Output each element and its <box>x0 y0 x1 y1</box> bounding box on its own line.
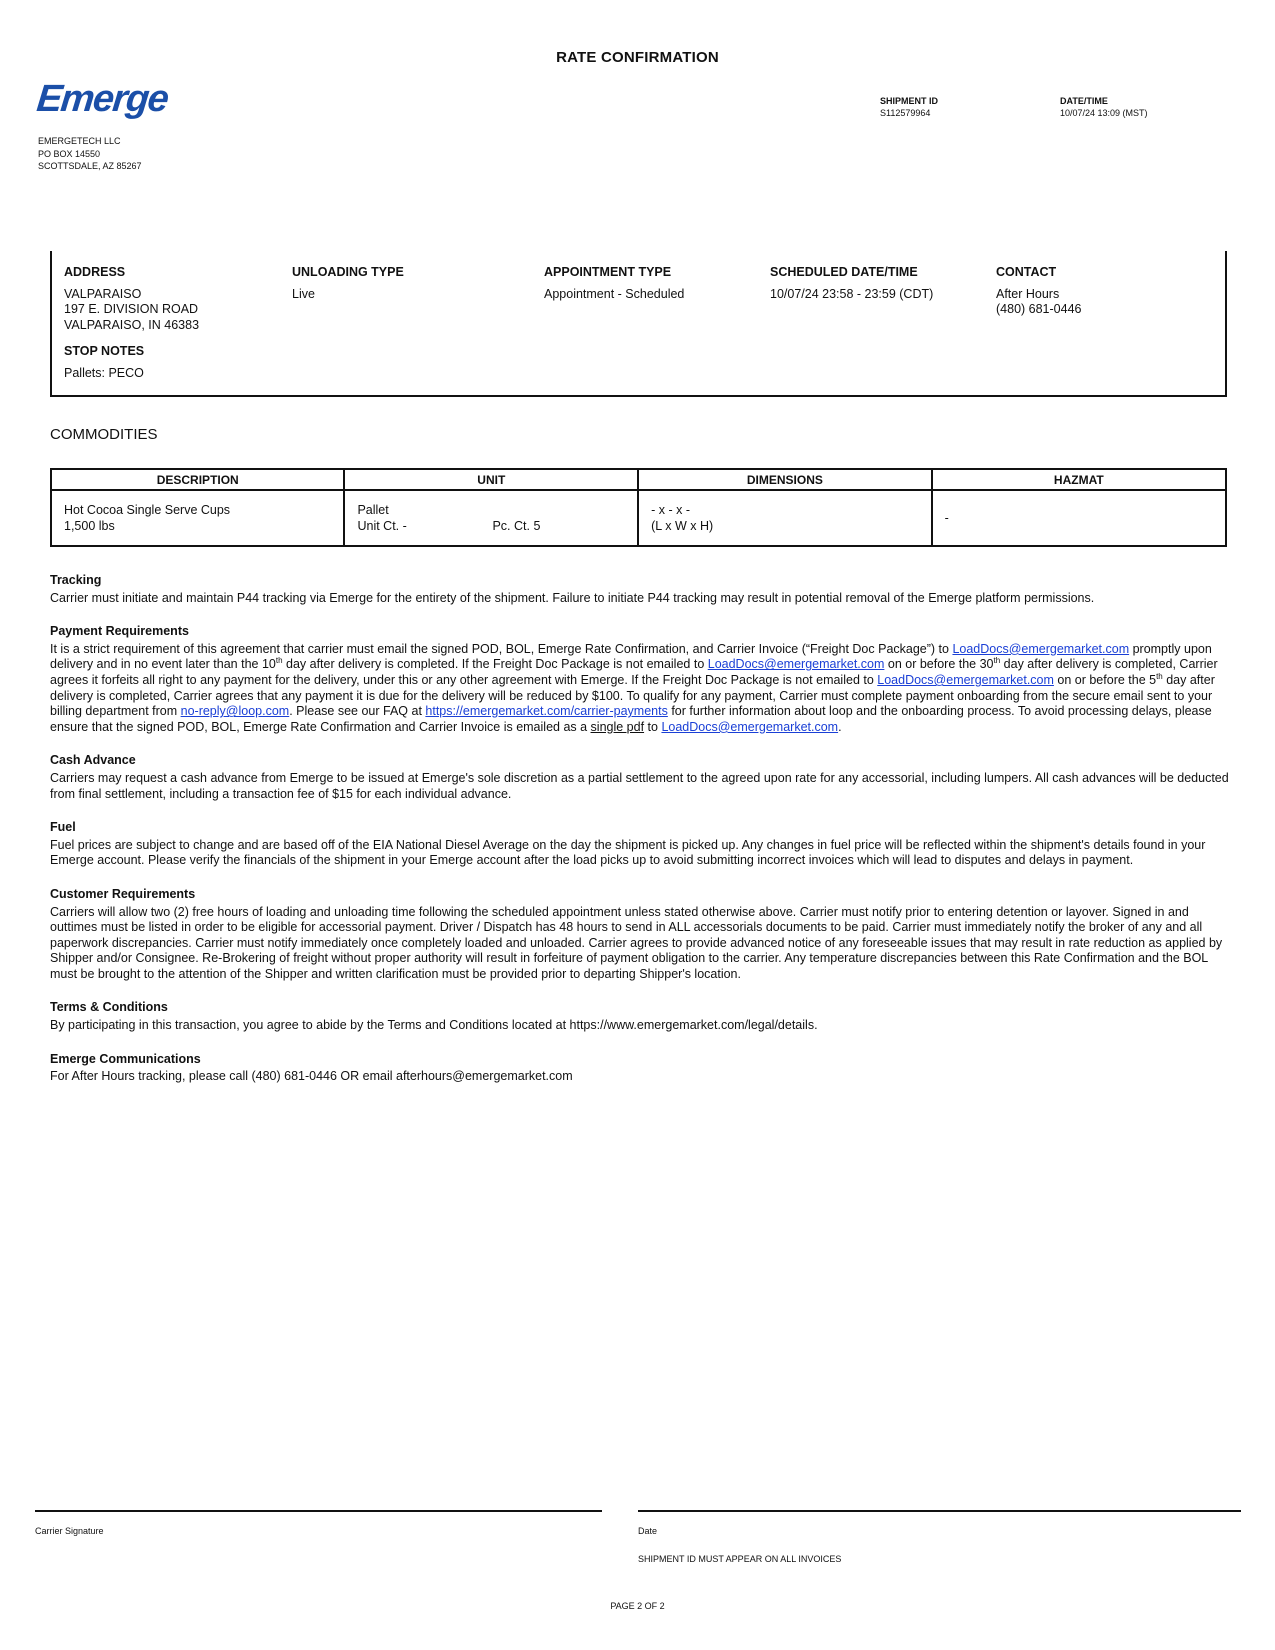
cell-description <box>51 490 344 546</box>
stop-notes-value: Pallets: PECO <box>64 365 144 380</box>
page-title: RATE CONFIRMATION <box>556 49 719 66</box>
scheduled-datetime-label: SCHEDULED DATE/TIME <box>770 265 918 279</box>
single-pdf-text: single pdf <box>590 719 645 734</box>
cash-advance-heading: Cash Advance <box>50 753 136 768</box>
appointment-type-label: APPOINTMENT TYPE <box>544 265 672 279</box>
shipment-id-label: SHIPMENT ID <box>880 96 939 106</box>
appointment-type <box>544 265 684 302</box>
company-address <box>38 135 142 173</box>
scheduled-datetime <box>770 265 933 302</box>
cell-dimensions <box>638 490 931 546</box>
emerge-logo: Emerge <box>34 78 170 120</box>
header-dimensions: DIMENSIONS <box>638 469 931 490</box>
terms-conditions-heading: Terms & Conditions <box>50 1000 168 1015</box>
shipment-id-block <box>880 96 938 119</box>
loaddocs-email-link[interactable]: LoadDocs@emergemarket.com <box>952 641 1130 656</box>
communications-section <box>50 1052 1230 1085</box>
tracking-text: Carrier must initiate and maintain P44 tracking via Emerge for the entirety of the shipment. Failure to initiate P44 tracking may result in potential removal of the Emerge platform permissions. <box>50 590 1095 605</box>
table-row <box>51 490 1226 546</box>
commodity-hazmat: - <box>944 511 949 525</box>
address-line: VALPARAISO <box>64 286 142 301</box>
noreply-email-link[interactable]: no-reply@loop.com <box>180 704 290 719</box>
date-line[interactable] <box>638 1510 1241 1512</box>
commodity-description: Hot Cocoa Single Serve Cups <box>64 503 231 517</box>
stop-address <box>64 265 199 333</box>
commodity-unit: Pallet <box>357 503 389 517</box>
contact-label: CONTACT <box>996 265 1057 279</box>
communications-heading: Emerge Communications <box>50 1051 201 1066</box>
appointment-type-value: Appointment - Scheduled <box>544 286 685 301</box>
contact <box>996 265 1081 318</box>
commodity-piece-count: Pc. Ct. 5 <box>492 519 541 533</box>
cell-unit <box>344 490 638 546</box>
company-address-line1: PO BOX 14550 <box>38 148 101 159</box>
stop-notes-label: STOP NOTES <box>64 344 145 358</box>
cash-advance-text: Carriers may request a cash advance from Emerge to be issued at Emerge's sole discretion as a partial settlement to the agreed upon rate for any accessorial, including lumpers. All cash advances will be deducted from final settlement, including a transaction fee of $15 for each individual advance. <box>50 770 1229 801</box>
terms-conditions-text: By participating in this transaction, you agree to abide by the Terms and Conditions located at https://www.emergemarket.com/legal/details. <box>50 1018 818 1033</box>
header-description: DESCRIPTION <box>51 469 344 490</box>
customer-requirements-section <box>50 887 1230 983</box>
unloading-type-value: Live <box>292 286 315 301</box>
stop-notes <box>64 344 144 381</box>
carrier-signature-label: Carrier Signature <box>35 1526 104 1536</box>
payment-section <box>50 624 1230 735</box>
payment-text: It is a strict requirement of this agreement that carrier must email the signed POD, BOL, Emerge Rate Confirmation, and Carrier Invoice (“Freight Doc Package”) to LoadDocs@emergemarket.com promptly upon delivery and in no event later than the 10th day after delivery is completed. If the Freight Doc Package is not emailed to LoadDocs@emergemarket.com on or before the 30th day after delivery is completed, Carrier agrees it forfeits all right to any payment for the delivery, under this or any other agreement with Emerge. If the Freight Doc Package is not emailed to LoadDocs@emergemarket.com on or before the 5th day after delivery is completed, Carrier agrees that any payment it is due for the delivery will be reduced by $100. To qualify for any payment, Carrier must complete payment onboarding from the secure email sent to your billing department from no-reply@loop.com. Please see our FAQ at https://emergemarket.com/carrier-payments for further information about loop and the onboarding process. To avoid processing delays, please ensure that the signed POD, BOL, Emerge Rate Confirmation and Carrier Invoice is emailed as a single pdf to LoadDocs@emergemarket.com. <box>50 641 1218 734</box>
datetime-value: 10/07/24 13:09 (MST) <box>1060 107 1148 118</box>
datetime-block <box>1060 96 1148 119</box>
commodity-unit-count: Unit Ct. - <box>357 519 407 533</box>
invoice-notice: SHIPMENT ID MUST APPEAR ON ALL INVOICES <box>638 1554 842 1564</box>
unloading-type <box>292 265 404 302</box>
address-line: VALPARAISO, IN 46383 <box>64 317 200 332</box>
header-hazmat: HAZMAT <box>932 469 1226 490</box>
stop-details-box <box>50 251 1227 397</box>
shipment-id-value: S112579964 <box>880 107 931 118</box>
loaddocs-email-link[interactable]: LoadDocs@emergemarket.com <box>877 672 1054 687</box>
datetime-label: DATE/TIME <box>1060 96 1108 106</box>
company-address-line2: SCOTTSDALE, AZ 85267 <box>38 161 142 171</box>
contact-phone: (480) 681-0446 <box>996 302 1082 316</box>
communications-text: For After Hours tracking, please call (480) 681-0446 OR email afterhours@emergemarket.com <box>50 1069 573 1084</box>
commodity-dimensions-hint: (L x W x H) <box>651 519 714 533</box>
loaddocs-email-link[interactable]: LoadDocs@emergemarket.com <box>707 657 885 672</box>
company-name: EMERGETECH LLC <box>38 136 121 146</box>
commodity-weight: 1,500 lbs <box>64 519 115 533</box>
commodities-title: COMMODITIES <box>50 426 158 443</box>
date-label: Date <box>638 1526 658 1536</box>
address-label: ADDRESS <box>64 265 126 279</box>
page-number: PAGE 2 OF 2 <box>610 1601 665 1611</box>
cash-advance-section <box>50 753 1230 802</box>
terms-section <box>50 573 1230 1103</box>
loaddocs-email-link[interactable]: LoadDocs@emergemarket.com <box>661 719 839 734</box>
commodity-dimensions: - x - x - <box>651 503 691 517</box>
fuel-section <box>50 820 1230 869</box>
scheduled-datetime-value: 10/07/24 23:58 - 23:59 (CDT) <box>770 286 934 301</box>
carrier-payments-faq-link[interactable]: https://emergemarket.com/carrier-payments <box>425 704 668 719</box>
fuel-heading: Fuel <box>50 820 76 835</box>
contact-line: After Hours <box>996 286 1060 301</box>
tracking-heading: Tracking <box>50 573 102 587</box>
cell-hazmat <box>932 490 1226 546</box>
customer-requirements-text: Carriers will allow two (2) free hours of loading and unloading time following the scheduled appointment unless stated otherwise above. Carrier must notify prior to entering detention or layover. Signed in and outtimes must be listed in order to be eligible for accessorial payment. Driver / Dispatch has 48 hours to send in ALL accessorials documents to be paid. Carrier must immediately notify the broker of any and all paperwork discrepancies. Carrier must notify immediately once completely loaded and unloaded. Carrier agrees to provide advanced notice of any foreseeable issues that may result in rate reduction as applied by Shipper and/or Consignee. Re-Brokering of freight without proper authority will result in forfeiture of payment obligation to the carrier. Any temperature discrepancies between this Rate Confirmation and the BOL must be brought to the attention of the Shipper and written clarification must be provided prior to departing Shipper's location. <box>50 904 1223 981</box>
terms-conditions-section <box>50 1000 1230 1033</box>
customer-requirements-heading: Customer Requirements <box>50 886 196 901</box>
table-header-row <box>51 469 1226 490</box>
payment-heading: Payment Requirements <box>50 624 189 639</box>
carrier-signature-line[interactable] <box>35 1510 602 1512</box>
unloading-type-label: UNLOADING TYPE <box>292 265 404 279</box>
fuel-text: Fuel prices are subject to change and are based off of the EIA National Diesel Average on the day the shipment is picked up. Any changes in fuel price will be reflected within the shipment's details found in your Emerge account. Please verify the financials of the shipment in your Emerge account after the load picks up to avoid submitting incorrect invoices which will lead to disputes and delays in payment. <box>50 837 1206 868</box>
header-unit: UNIT <box>344 469 638 490</box>
commodities-table <box>50 468 1227 547</box>
address-line: 197 E. DIVISION ROAD <box>64 302 199 316</box>
tracking-section <box>50 573 1230 606</box>
